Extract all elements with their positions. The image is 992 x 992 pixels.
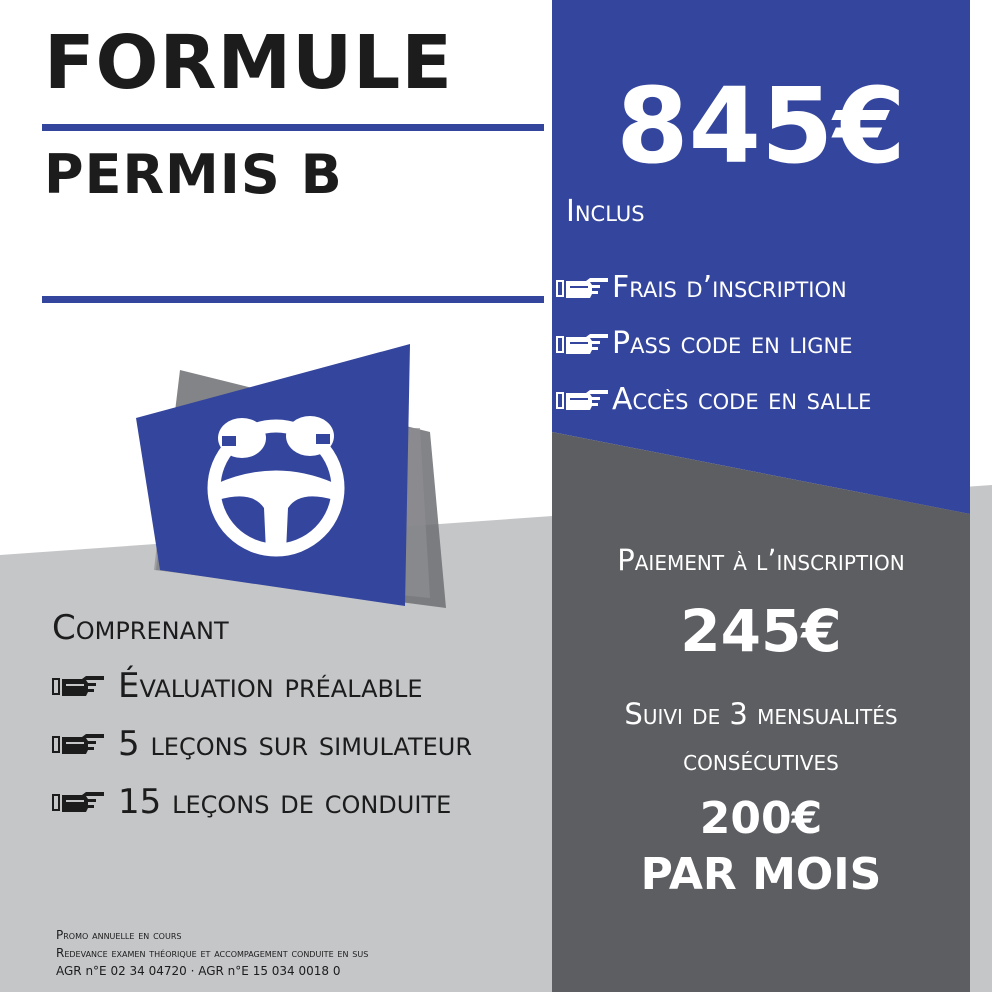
payment-amount: 245€: [680, 597, 842, 665]
pointing-hand-icon: [556, 389, 608, 411]
steering-wheel-badge: [130, 340, 460, 620]
includes-item: [52, 782, 451, 823]
footnote-promo: Promo annuelle en cours: [56, 928, 182, 942]
payment-follow-line1: Suivi de 3 mensualités: [624, 697, 898, 731]
included-item-label: Frais d’inscription: [612, 270, 847, 305]
pointing-hand-icon: [52, 733, 104, 755]
includes-heading: Comprenant: [52, 608, 229, 648]
payment-label: Paiement à l’inscription: [617, 543, 905, 577]
includes-item: [52, 666, 423, 707]
includes-item-label: Évaluation préalable: [118, 666, 423, 706]
includes-item: [52, 724, 472, 765]
includes-item-label: 15 leçons de conduite: [118, 782, 452, 822]
pointing-hand-icon: [556, 277, 608, 299]
title-divider-top: [42, 124, 544, 131]
monthly-amount: 200€: [699, 793, 823, 844]
per-month-label: PAR MOIS: [640, 849, 882, 900]
pointing-hand-icon: [52, 791, 104, 813]
included-item: [556, 382, 871, 418]
included-item: [556, 270, 847, 306]
price-total: 845€: [616, 65, 906, 187]
payment-follow-line2: consécutives: [683, 743, 839, 777]
included-heading: Inclus: [566, 194, 645, 229]
included-item-label: Pass code en ligne: [612, 326, 853, 361]
title-formule: FORMULE: [44, 20, 453, 106]
title-permis-b: PERMIS B: [44, 143, 343, 206]
included-item-label: Accès code en salle: [612, 382, 872, 417]
title-divider-bottom: [42, 296, 544, 303]
included-item: [556, 326, 852, 362]
footnote-agreements: AGR n°E 02 34 04720 · AGR n°E 15 034 0018 0: [56, 964, 341, 978]
pointing-hand-icon: [556, 333, 608, 355]
pointing-hand-icon: [52, 675, 104, 697]
footnote-fees: Redevance examen théorique et accompagement conduite en sus: [56, 946, 369, 960]
includes-item-label: 5 leçons sur simulateur: [118, 724, 473, 764]
